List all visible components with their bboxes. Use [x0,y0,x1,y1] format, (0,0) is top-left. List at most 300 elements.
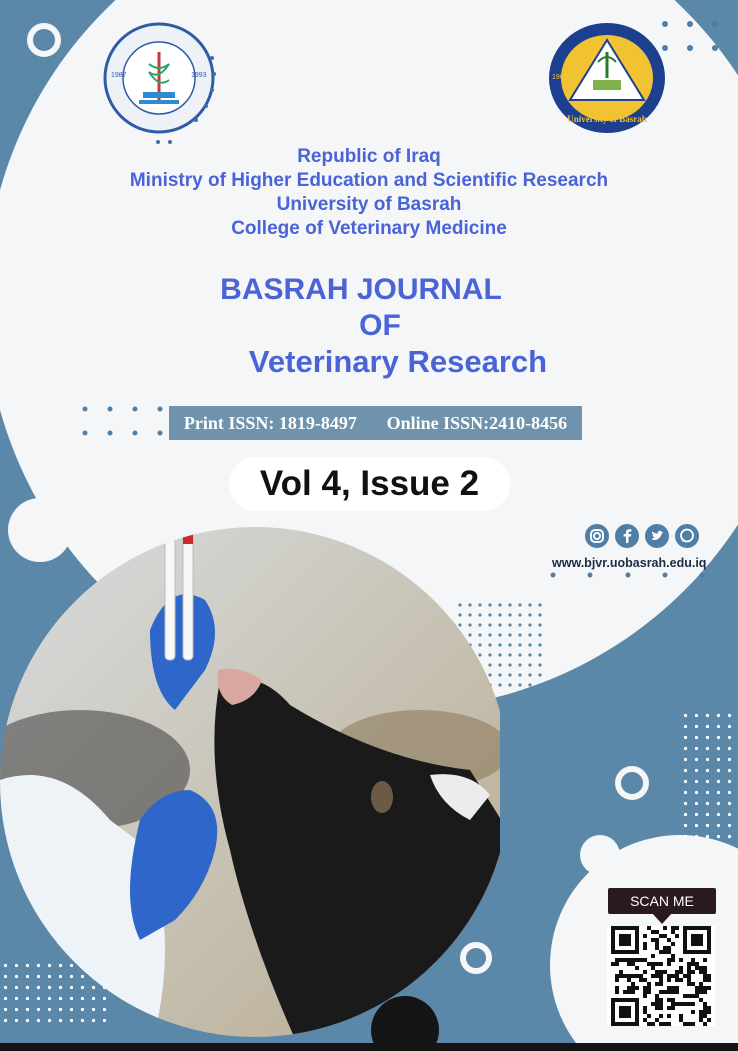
qr-module [687,966,691,970]
qr-module [655,942,659,946]
qr-module [699,986,703,990]
pattern-dot [717,835,720,838]
qr-module [643,1010,647,1014]
seal-dots [100,18,220,148]
pattern-dot [728,736,731,739]
pattern-dot [538,673,541,676]
pattern-dot [528,623,531,626]
qr-module [691,962,695,966]
pattern-dot [528,633,531,636]
pattern-dot [728,802,731,805]
qr-module [679,1014,683,1018]
pattern-dot [528,663,531,666]
qr-module [615,990,619,994]
qr-module [687,978,691,982]
pattern-dot [684,736,687,739]
pattern-dot [518,673,521,676]
pattern-dot [695,758,698,761]
qr-module [699,990,703,994]
pattern-dot [538,613,541,616]
qr-module [655,962,659,966]
qr-module [667,978,671,982]
ring-right [618,769,646,797]
pattern-dot [728,747,731,750]
qr-module [627,978,631,982]
qr-module [627,974,631,978]
qr-module [671,1002,675,1006]
qr-module [655,930,659,934]
qr-module [671,1006,675,1010]
pattern-dot [695,780,698,783]
qr-module [683,974,687,978]
qr-module [611,962,615,966]
pattern-dot [695,714,698,717]
qr-module [659,1022,663,1026]
qr-module [635,974,639,978]
pattern-dot [538,663,541,666]
social-icons [585,524,699,548]
qr-module [691,970,695,974]
qr-module [671,974,675,978]
qr-module [651,962,655,966]
qr-module [659,970,663,974]
qr-module [627,986,631,990]
qr-module [671,930,675,934]
qr-module [659,978,663,982]
qr-module [679,978,683,982]
qr-module [643,1018,647,1022]
pattern-dot [528,643,531,646]
university-seal-text: University of Basrah [567,114,647,124]
qr-module [667,974,671,978]
qr-finder [619,934,631,946]
qr-module [679,970,683,974]
cover-photo [0,520,500,1050]
qr-module [667,990,671,994]
qr-module [659,950,663,954]
qr-module [675,1002,679,1006]
qr-module [679,1002,683,1006]
pattern-dot [717,813,720,816]
qr-module [659,1002,663,1006]
college-seal-year-left: 1987 [111,72,127,79]
qr-module [703,958,707,962]
qr-module [655,1018,659,1022]
qr-module [683,1002,687,1006]
qr-module [651,954,655,958]
pattern-dot [508,633,511,636]
qr-module [679,1018,683,1022]
pattern-dot [684,824,687,827]
qr-module [663,946,667,950]
qr-module [667,1022,671,1026]
instagram-icon[interactable] [585,524,609,548]
qr-module [659,990,663,994]
qr-module [699,1018,703,1022]
pattern-dot [717,714,720,717]
pattern-dot [528,603,531,606]
qr-module [635,986,639,990]
qr-module [643,934,647,938]
qr-module [699,966,703,970]
qr-module [655,946,659,950]
qr-module [655,1002,659,1006]
pattern-dot [706,769,709,772]
qr-module [627,990,631,994]
qr-module [615,986,619,990]
pattern-dot [518,603,521,606]
dot-pattern-right [680,710,738,840]
pattern-dot [684,802,687,805]
pattern-dot [706,813,709,816]
qr-module [651,966,655,970]
pattern-dot [717,725,720,728]
qr-module [619,958,623,962]
pattern-dot [728,769,731,772]
qr-module [675,986,679,990]
qr-module [655,938,659,942]
qr-module [667,1006,671,1010]
qr-module [663,970,667,974]
qr-module [659,998,663,1002]
qr-module [687,1022,691,1026]
qr-module [667,950,671,954]
facebook-icon[interactable] [615,524,639,548]
qr-module [683,994,687,998]
qr-module [695,966,699,970]
qr-module [655,1006,659,1010]
qr-module [667,938,671,942]
pattern-dot [684,758,687,761]
pattern-dot [538,683,541,686]
pattern-dot [706,791,709,794]
pattern-dot [538,643,541,646]
qr-module [655,970,659,974]
qr-module [691,1002,695,1006]
pattern-dot [684,714,687,717]
website-url[interactable]: www.bjvr.uobasrah.edu.iq [552,556,707,570]
pattern-dot [695,747,698,750]
pattern-dot [717,791,720,794]
scan-me-pointer [652,913,672,925]
qr-module [679,966,683,970]
qr-module [675,934,679,938]
qr-module [615,962,619,966]
pattern-dot [717,824,720,827]
journal-title-line1: BASRAH JOURNAL [220,273,502,306]
qr-module [639,978,643,982]
pattern-dot [728,835,731,838]
pattern-dot [518,663,521,666]
pattern-dot [508,623,511,626]
issue-pill [229,457,510,511]
twitter-icon[interactable] [645,524,669,548]
qr-module [691,994,695,998]
pattern-dot [684,769,687,772]
qr-module [687,974,691,978]
qr-module [675,974,679,978]
qr-module [623,974,627,978]
bubble-right [580,835,620,875]
qr-module [687,982,691,986]
pattern-dot [684,725,687,728]
qr-module [703,966,707,970]
pattern-dot [528,673,531,676]
pattern-dot [528,613,531,616]
pattern-dot [508,663,511,666]
qr-module [687,994,691,998]
pattern-dot [518,623,521,626]
qr-module [695,986,699,990]
pattern-dot [717,758,720,761]
pattern-dot [706,747,709,750]
pattern-dot [684,780,687,783]
qr-module [647,990,651,994]
qr-module [707,1010,711,1014]
qr-module [627,962,631,966]
qr-module [659,974,663,978]
qr-module [631,986,635,990]
qr-module [651,1022,655,1026]
qr-module [643,946,647,950]
qr-module [691,1010,695,1014]
qr-module [671,942,675,946]
qr-module [647,1014,651,1018]
qr-module [703,990,707,994]
qr-module [691,1022,695,1026]
qr-module [655,974,659,978]
qr-module [707,1006,711,1010]
qr-module [639,974,643,978]
qr-module [643,1006,647,1010]
pattern-dot [717,747,720,750]
pattern-dot [706,780,709,783]
pattern-dot [538,623,541,626]
qr-module [707,986,711,990]
pattern-dot [717,769,720,772]
scan-me-text: SCAN ME [630,893,694,909]
pattern-dot [695,802,698,805]
qr-module [667,986,671,990]
qr-module [635,958,639,962]
qr-module [695,994,699,998]
qr-module [651,1002,655,1006]
qr-module [667,998,671,1002]
pattern-dot [508,613,511,616]
qr-module [643,990,647,994]
header-line-ministry: Ministry of Higher Education and Scientific Research [129,170,609,191]
qr-module [659,962,663,966]
qr-module [699,1014,703,1018]
ring-top-left [30,26,58,54]
pattern-dot [728,791,731,794]
qr-module [699,970,703,974]
qr-module [703,970,707,974]
qr-module [703,1010,707,1014]
pattern-dot [518,633,521,636]
pattern-dot [684,813,687,816]
qr-module [643,994,647,998]
pattern-dot [695,791,698,794]
pattern-dot [508,603,511,606]
pattern-dot [706,714,709,717]
qr-module [667,1014,671,1018]
qr-module [691,958,695,962]
qr-module [691,982,695,986]
pattern-dot [518,683,521,686]
pattern-dot [695,813,698,816]
qr-module [647,1022,651,1026]
qr-finder [619,1006,631,1018]
qr-module [683,1022,687,1026]
pattern-dot [684,791,687,794]
qr-module [703,978,707,982]
qr-module [667,946,671,950]
pattern-dot [728,725,731,728]
qr-module [695,962,699,966]
qr-module [623,958,627,962]
pattern-dot [538,653,541,656]
qr-module [671,958,675,962]
qr-module [647,926,651,930]
qr-module [615,974,619,978]
issn-banner [169,406,582,440]
header-line-college: College of Veterinary Medicine [231,218,507,239]
qr-module [651,974,655,978]
qr-module [663,926,667,930]
qr-module [659,982,663,986]
qr-module [707,974,711,978]
qr-module [651,930,655,934]
qr-module [675,926,679,930]
header-line-university: University of Basrah [276,194,462,215]
qr-module [675,978,679,982]
qr-module [675,970,679,974]
pattern-dot [717,802,720,805]
pattern-dot [706,725,709,728]
qr-module [671,986,675,990]
header-block [0,145,738,241]
pattern-dot [518,653,521,656]
whatsapp-icon[interactable] [675,524,699,548]
pattern-dot [695,835,698,838]
qr-module [707,978,711,982]
qr-module [707,1018,711,1022]
qr-module [631,990,635,994]
qr-module [703,1014,707,1018]
qr-module [679,958,683,962]
pattern-dot [695,736,698,739]
pattern-dot [706,736,709,739]
qr-module [647,986,651,990]
qr-module [703,1006,707,1010]
pattern-dot [508,683,511,686]
pattern-dot [684,747,687,750]
pattern-dot [717,736,720,739]
qr-module [619,974,623,978]
qr-module [675,990,679,994]
qr-module [643,986,647,990]
qr-module [671,926,675,930]
journal-title-line3: Veterinary Research [248,344,548,379]
qr-module [703,986,707,990]
qr-module [687,1002,691,1006]
university-seal [548,22,666,134]
qr-module [671,990,675,994]
qr-finder [691,934,703,946]
pattern-dot [728,824,731,827]
pattern-dot [508,643,511,646]
issue-label: Vol 4, Issue 2 [259,464,480,503]
qr-module [663,1022,667,1026]
qr-module [631,958,635,962]
qr-module [643,970,647,974]
pattern-dot [728,780,731,783]
pattern-dot [518,643,521,646]
qr-module [655,998,659,1002]
pattern-dot [728,714,731,717]
qr-module [627,958,631,962]
qr-module [655,982,659,986]
pattern-dot [538,633,541,636]
online-issn: Online ISSN:2410-8456 [386,412,568,433]
qr-code-icon[interactable] [607,926,715,1026]
qr-module [659,1014,663,1018]
scan-me-label [608,888,716,914]
qr-module [647,962,651,966]
pattern-dot [528,683,531,686]
qr-module [651,938,655,942]
qr-module [659,1006,663,1010]
pattern-dot [728,813,731,816]
qr-module [615,958,619,962]
qr-module [663,950,667,954]
qr-module [671,998,675,1002]
print-issn: Print ISSN: 1819-8497 [183,412,357,433]
qr-module [639,958,643,962]
qr-module [699,1010,703,1014]
header-line-country: Republic of Iraq [297,146,441,167]
pattern-dot [684,835,687,838]
qr-module [703,1022,707,1026]
qr-module [667,958,671,962]
qr-module [663,990,667,994]
qr-module [647,982,651,986]
qr-module [619,970,623,974]
pattern-dot [706,824,709,827]
qr-module [687,970,691,974]
pattern-dot [508,653,511,656]
qr-module [643,958,647,962]
qr-module [615,978,619,982]
qr-module [663,934,667,938]
qr-module [623,990,627,994]
college-seal-year-right: 1993 [191,72,207,79]
qr-module [703,974,707,978]
pattern-dot [695,769,698,772]
qr-module [631,974,635,978]
qr-module [699,998,703,1002]
qr-module [631,962,635,966]
qr-module [631,982,635,986]
pattern-dot [728,758,731,761]
qr-module [667,962,671,966]
qr-module [643,978,647,982]
pattern-dot [518,613,521,616]
qr-module [699,982,703,986]
pattern-dot [528,653,531,656]
pattern-dot [695,725,698,728]
